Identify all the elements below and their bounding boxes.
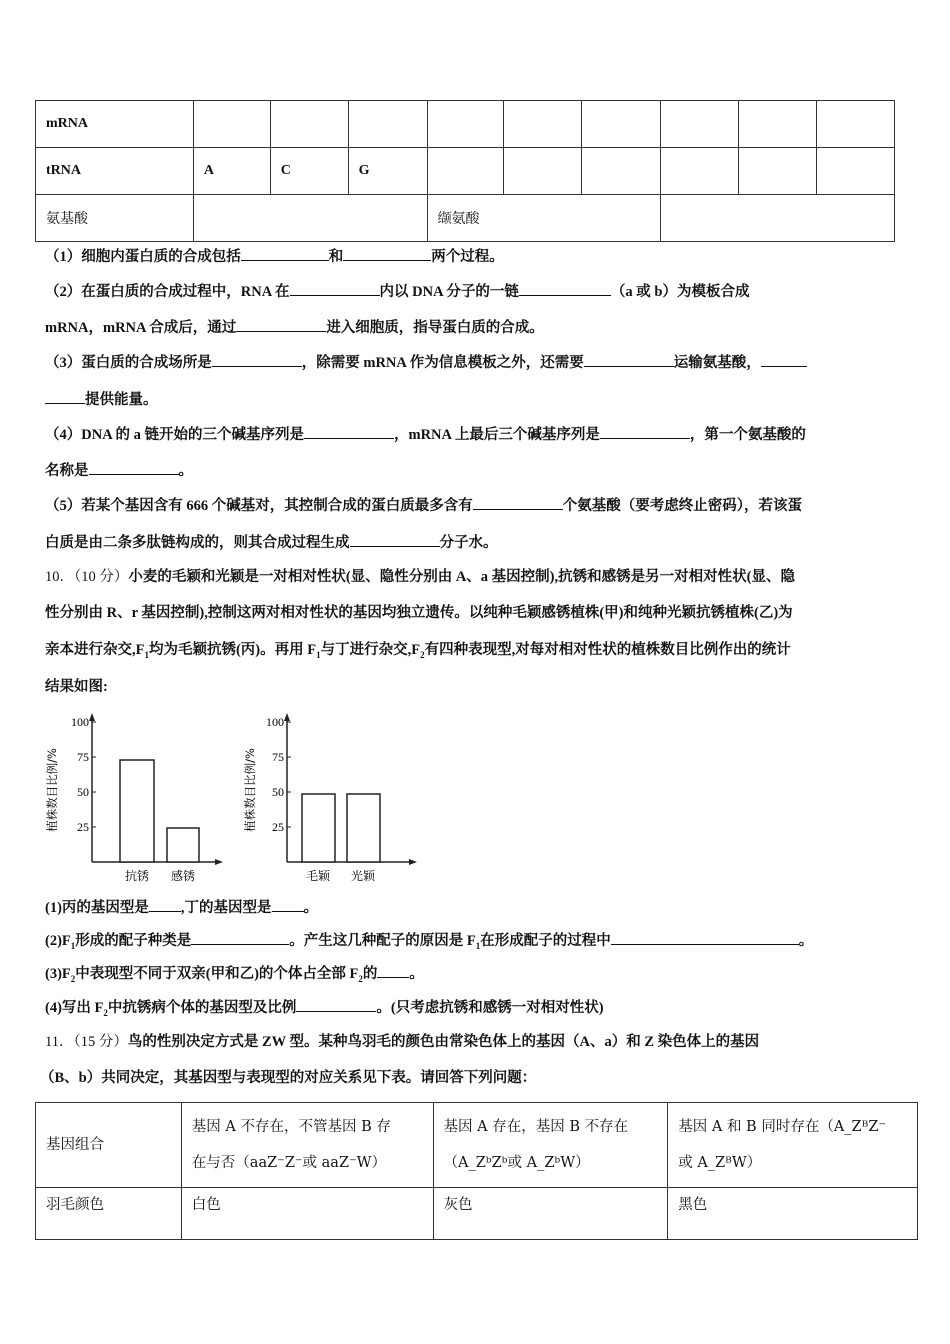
cell: [427, 101, 504, 148]
q9-item-2: [45, 281, 749, 302]
text: 。(只考虑抗锈和感锈一对相对性状): [376, 1000, 604, 1016]
text: 。: [178, 463, 193, 479]
svg-text:50: 50: [77, 785, 89, 799]
text: 内以 DNA 分子的一链: [379, 284, 519, 300]
subscript: 1: [144, 649, 149, 660]
q10-item-4: [45, 997, 604, 1023]
text: (4)写出 F: [45, 1000, 104, 1016]
text: 或 A_ZᴮW）: [678, 1155, 762, 1171]
text: 在形成配子的过程中: [480, 933, 611, 949]
text: 的: [362, 966, 378, 982]
subscript: 1: [316, 649, 321, 660]
cell: [817, 148, 895, 195]
chart-svg: [40, 710, 230, 885]
color-white: 白色: [181, 1188, 433, 1240]
text: 两个过程。: [431, 249, 504, 265]
subscript: 2: [70, 973, 76, 984]
answer-blank[interactable]: [473, 495, 563, 510]
cell: [817, 101, 895, 148]
trna-row: [36, 148, 895, 195]
subscript: 1: [70, 940, 76, 951]
answer-blank[interactable]: [343, 246, 431, 261]
bar-resistant: [120, 760, 154, 862]
q10-item-3: [45, 963, 424, 989]
text: 性分别由 R、r 基因控制),控制这两对相对性状的基因均独立遗传。以纯种毛颖感锈植株(甲)和纯种光颖抗锈植株(乙)为: [45, 605, 793, 621]
text: （A_ZᵇZᵇ或 A_ZᵇW）: [443, 1155, 590, 1171]
text: （4）DNA 的 a 链开始的三个碱基序列是: [45, 427, 304, 443]
text: 结果如图:: [45, 679, 108, 695]
cell: 缬氨酸: [427, 195, 661, 242]
answer-blank[interactable]: [272, 897, 304, 912]
q10-item-1: [45, 897, 318, 918]
cell: [193, 101, 270, 148]
codon-table: [35, 100, 895, 242]
q10-stem-line-2: [45, 603, 793, 623]
color-black: 黑色: [668, 1188, 918, 1240]
text: 进入细胞质，指导蛋白质的合成。: [326, 320, 544, 336]
row-label: 氨基酸: [36, 195, 194, 242]
text: mRNA，mRNA 合成后，通过: [45, 320, 237, 336]
cell: [582, 148, 661, 195]
text: 和: [328, 249, 344, 265]
cell: [661, 101, 739, 148]
cell: [270, 101, 348, 148]
text: 小麦的毛颖和光颖是一对相对性状(显、隐性分别由 A、a 基因控制),抗锈和感锈是另一对相对性状(显、隐: [128, 569, 795, 585]
text: 中表现型不同于双亲(甲和乙)的个体占全部 F: [75, 966, 359, 982]
bar-chart-glume-type: [240, 710, 430, 885]
text: 分子水。: [439, 535, 498, 551]
answer-blank[interactable]: [89, 460, 179, 475]
cell: C: [270, 148, 348, 195]
cell: [504, 101, 582, 148]
answer-blank[interactable]: [584, 352, 674, 367]
answer-blank[interactable]: [304, 424, 394, 439]
feather-color-row: [36, 1188, 918, 1240]
text: （a 或 b）为模板合成: [610, 284, 750, 300]
color-gray: 灰色: [433, 1188, 668, 1240]
q9-item-1: [45, 246, 504, 267]
text: ，除需要 mRNA 作为信息模板之外，还需要: [301, 355, 584, 371]
text: 有四种表现型,对每对相对性状的植株数目比例作出的统计: [424, 642, 791, 658]
text: 与丁进行杂交,F: [320, 642, 421, 658]
answer-blank[interactable]: [45, 389, 85, 404]
answer-blank[interactable]: [296, 997, 376, 1012]
svg-text:50: 50: [272, 785, 284, 799]
bar-susceptible: [167, 828, 199, 862]
q11-stem-line-2: [40, 1068, 536, 1088]
q10-stem-line-3: [45, 640, 791, 665]
text: 在与否（aaZ⁻Z⁻或 aaZ⁻W）: [191, 1155, 387, 1171]
svg-text:植株数目比例/%: 植株数目比例/%: [243, 748, 257, 832]
text: 亲本进行杂交,F: [45, 642, 145, 658]
cell: [661, 195, 895, 242]
cell: [661, 148, 739, 195]
text: 鸟的性别决定方式是 ZW 型。某种鸟羽毛的颜色由常染色体上的基因（A、a）和 Z 染色体上的基因: [127, 1034, 760, 1050]
text: 。产生这几种配子的原因是 F: [289, 933, 476, 949]
text: （3）蛋白质的合成场所是: [45, 355, 212, 371]
text: ，第一个氨基酸的: [689, 427, 806, 443]
text: 个氨基酸（要考虑终止密码），若该蛋: [562, 498, 802, 514]
text: (3)F: [45, 966, 71, 982]
q9-item-3-cont: [45, 389, 158, 410]
text: 基因 A 不存在，不管基因 B 存: [191, 1119, 391, 1135]
answer-blank[interactable]: [241, 246, 329, 261]
q9-item-5-cont: [45, 532, 498, 553]
bar-smooth: [347, 794, 380, 862]
text: 中抗锈病个体的基因型及比例: [107, 1000, 297, 1016]
question-number: 10．（10 分）: [45, 569, 129, 585]
cell-no-a: [181, 1103, 433, 1188]
text: 。: [798, 933, 814, 949]
q10-stem-line-4: [45, 677, 108, 697]
mrna-row: [36, 101, 895, 148]
svg-text:75: 75: [272, 750, 284, 764]
cell-a-and-b: [668, 1103, 918, 1188]
cell: [582, 101, 661, 148]
cell: [504, 148, 582, 195]
text: 基因 A 存在，基因 B 不存在: [443, 1119, 629, 1135]
text: （1）细胞内蛋白质的合成包括: [45, 249, 241, 265]
answer-blank[interactable]: [191, 930, 289, 945]
answer-blank[interactable]: [350, 532, 440, 547]
subscript: 1: [475, 940, 481, 951]
text: 均为毛颖抗锈(丙)。再用 F: [148, 642, 317, 658]
svg-text:感锈: 感锈: [170, 869, 196, 883]
cell: [739, 101, 817, 148]
svg-text:25: 25: [77, 820, 89, 834]
row-label: mRNA: [36, 101, 194, 148]
text: （5）若某个基因含有 666 个碱基对，其控制合成的蛋白质最多含有: [45, 498, 473, 514]
text: (2)F: [45, 933, 71, 949]
text: 基因 A 和 B 同时存在（A_ZᴮZ⁻: [678, 1119, 887, 1135]
answer-blank[interactable]: [149, 897, 181, 912]
header-label: 基因组合: [36, 1103, 182, 1188]
text: 白质是由二条多肽链构成的，则其合成过程生成: [45, 535, 350, 551]
svg-text:75: 75: [77, 750, 89, 764]
svg-text:植株数目比例/%: 植株数目比例/%: [45, 748, 59, 832]
cell: A: [193, 148, 270, 195]
q9-item-2-cont: [45, 317, 544, 338]
svg-text:100: 100: [266, 715, 284, 729]
answer-blank[interactable]: [519, 281, 611, 296]
cell-a-no-b: [433, 1103, 668, 1188]
genotype-row: [36, 1103, 918, 1188]
text: ，mRNA 上最后三个碱基序列是: [394, 427, 600, 443]
answer-blank[interactable]: [600, 424, 690, 439]
amino-acid-row: [36, 195, 895, 242]
answer-blank[interactable]: [212, 352, 302, 367]
cell: [193, 195, 427, 242]
svg-text:100: 100: [71, 715, 89, 729]
svg-text:25: 25: [272, 820, 284, 834]
text: 形成的配子种类是: [75, 933, 192, 949]
chart-svg: [240, 710, 430, 885]
svg-text:光颖: 光颖: [350, 869, 376, 883]
answer-blank[interactable]: [611, 930, 799, 945]
text: 提供能量。: [85, 392, 158, 408]
subscript: 2: [358, 973, 363, 984]
answer-blank[interactable]: [761, 352, 807, 367]
text: ,丁的基因型是: [180, 900, 272, 916]
q9-item-4: [45, 424, 806, 445]
answer-blank[interactable]: [377, 963, 409, 978]
question-number: 11．（15 分）: [45, 1034, 128, 1050]
row-label: 羽毛颜色: [36, 1188, 182, 1240]
text: （2）在蛋白质的合成过程中，RNA 在: [45, 284, 290, 300]
bar-chart-rust-resistance: [40, 710, 230, 885]
text: 。: [303, 900, 319, 916]
cell: [739, 148, 817, 195]
cell: G: [348, 148, 427, 195]
answer-blank[interactable]: [236, 317, 326, 332]
subscript: 2: [103, 1007, 108, 1018]
q9-item-5: [45, 495, 802, 516]
genotype-phenotype-table: [35, 1102, 918, 1240]
text: 。: [409, 966, 424, 982]
answer-blank[interactable]: [290, 281, 380, 296]
q10-item-2: [45, 930, 813, 956]
text: 名称是: [45, 463, 89, 479]
svg-text:抗锈: 抗锈: [124, 869, 150, 883]
q11-stem-line-1: [45, 1032, 759, 1052]
subscript: 2: [420, 649, 425, 660]
svg-text:毛颖: 毛颖: [305, 869, 331, 883]
q10-stem-line-1: [45, 567, 795, 587]
text: （B、b）共同决定，其基因型与表现型的对应关系见下表。请回答下列问题：: [40, 1070, 537, 1086]
cell: [427, 148, 504, 195]
text: (1)丙的基因型是: [45, 900, 149, 916]
bar-hairy: [302, 794, 335, 862]
q9-item-4-cont: [45, 460, 193, 481]
text: 运输氨基酸，: [673, 355, 761, 371]
q9-item-3: [45, 352, 807, 373]
row-label: tRNA: [36, 148, 194, 195]
cell: [348, 101, 427, 148]
